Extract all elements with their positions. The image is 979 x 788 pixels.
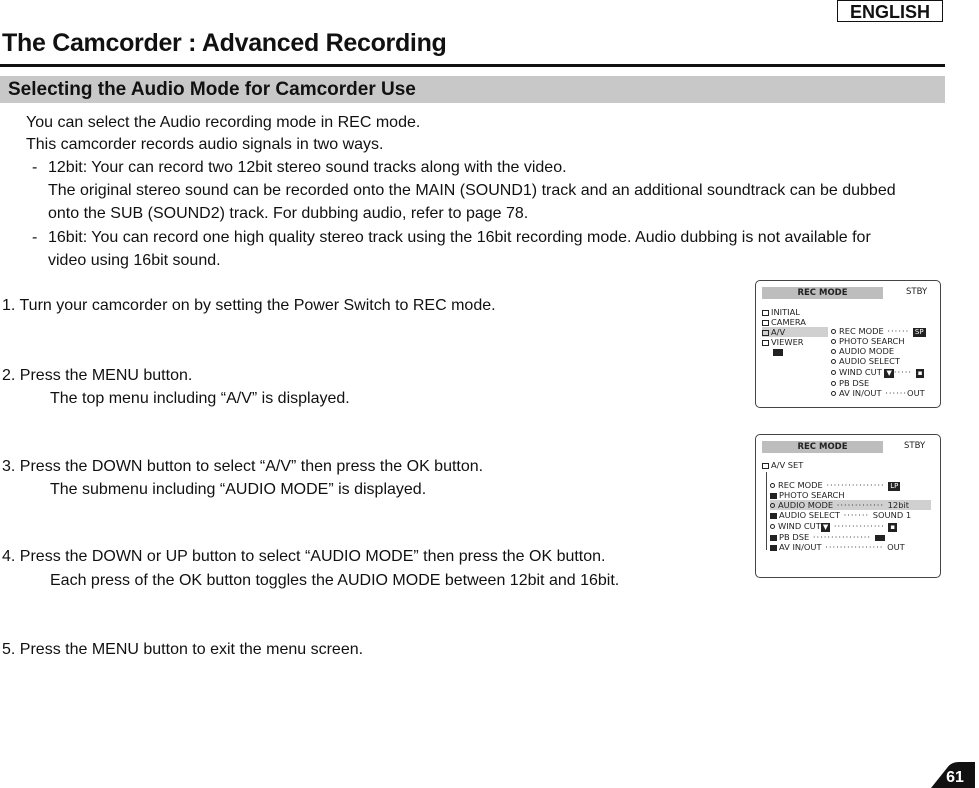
dse-icon bbox=[770, 535, 777, 541]
bullet-icon bbox=[770, 503, 775, 508]
bullet-marker: - bbox=[32, 159, 38, 176]
page-title: The Camcorder : Advanced Recording bbox=[2, 29, 447, 57]
sub-av-inout: AV IN/OUT bbox=[839, 388, 882, 398]
item-audio-mode: AUDIO MODE bbox=[778, 500, 834, 510]
audio-icon bbox=[770, 513, 777, 519]
step-2-sub: The top menu including “A/V” is displayed. bbox=[50, 390, 350, 407]
bullet-icon bbox=[831, 370, 836, 375]
av-inout-value: OUT bbox=[887, 542, 905, 552]
menu-screen-2: REC MODE STBY A/V SET REC MODE ················ LP PHOTO SEARCH AUDIO MODE ············· 12bit AUDIO SELECT ······· SOUND 1 WIND CUT ▼ ·············· ▪ PB DSE ················ AV IN/OUT ················ OUT bbox=[755, 434, 941, 578]
step-3: 3. Press the DOWN button to select “A/V” then press the OK button. bbox=[2, 458, 484, 475]
page-number: 61 bbox=[946, 769, 964, 786]
folder-icon bbox=[762, 320, 769, 326]
title-rule bbox=[0, 64, 945, 67]
bullet-icon bbox=[831, 359, 836, 364]
menu-av: A/V bbox=[771, 327, 786, 337]
bullet-icon bbox=[831, 391, 836, 396]
wind-cut-value: ▪ bbox=[917, 369, 923, 377]
sub-photo-search: PHOTO SEARCH bbox=[839, 336, 905, 346]
intro-line-2: This camcorder records audio signals in two ways. bbox=[26, 136, 384, 153]
step-5: 5. Press the MENU button to exit the menu screen. bbox=[2, 641, 364, 658]
rec-mode-value: SP bbox=[914, 328, 924, 336]
sub-wind-cut: WIND CUT bbox=[839, 367, 882, 377]
step-4: 4. Press the DOWN or UP button to select “AUDIO MODE” then press the OK button. bbox=[2, 548, 606, 565]
sub-audio-select: AUDIO SELECT bbox=[839, 356, 900, 366]
item-av-inout: AV IN/OUT bbox=[779, 542, 822, 552]
wind-icon: ▼ bbox=[822, 523, 829, 531]
language-tab: ENGLISH bbox=[837, 0, 943, 22]
rec-mode-value: LP bbox=[890, 482, 899, 490]
item-pb-dse: PB DSE bbox=[779, 532, 810, 542]
audio-mode-value: 12bit bbox=[887, 500, 910, 510]
bullet-1-line-2: The original stereo sound can be recorded onto the MAIN (SOUND1) track and an additional soundtrack can be dubbed bbox=[48, 182, 896, 199]
screen-1-header: REC MODE bbox=[762, 287, 883, 299]
menu-screen-1: REC MODE STBY INITIAL CAMERA A/V VIEWER REC MODE ······ SP PHOTO SEARCH AUDIO MODE AUDIO SELECT WIND CUT ▼ ····· ▪ PB DSE AV IN/OUT ······OUT bbox=[755, 280, 941, 408]
tape-icon bbox=[773, 349, 783, 356]
bullet-icon bbox=[831, 339, 836, 344]
step-2: 2. Press the MENU button. bbox=[2, 367, 193, 384]
bullet-2-line-1: 16bit: You can record one high quality stereo track using the 16bit recording mode. Audio dubbing is not available for bbox=[48, 229, 871, 246]
submenu-title: A/V SET bbox=[771, 460, 804, 470]
bullet-2-line-2: video using 16bit sound. bbox=[48, 252, 221, 269]
intro-line-1: You can select the Audio recording mode in REC mode. bbox=[26, 114, 421, 131]
step-1: 1. Turn your camcorder on by setting the Power Switch to REC mode. bbox=[2, 297, 496, 314]
audio-select-value: SOUND 1 bbox=[872, 510, 912, 520]
bullet-icon bbox=[770, 524, 775, 529]
item-audio-select: AUDIO SELECT bbox=[779, 510, 840, 520]
item-wind-cut: WIND CUT bbox=[778, 521, 821, 531]
wind-cut-value: ▪ bbox=[890, 523, 896, 531]
page-number-tab bbox=[931, 762, 975, 788]
step-4-sub: Each press of the OK button toggles the AUDIO MODE between 12bit and 16bit. bbox=[50, 572, 620, 589]
sub-rec-mode: REC MODE bbox=[839, 326, 884, 336]
bullet-icon bbox=[831, 381, 836, 386]
menu-initial: INITIAL bbox=[771, 307, 800, 317]
item-rec-mode: REC MODE bbox=[778, 480, 823, 490]
tree-line bbox=[766, 472, 767, 550]
screen-2-status: STBY bbox=[904, 441, 926, 451]
menu-camera: CAMERA bbox=[771, 317, 806, 327]
folder-icon bbox=[762, 340, 769, 346]
wind-icon: ▼ bbox=[886, 369, 892, 377]
folder-icon bbox=[762, 330, 769, 336]
bullet-1-line-3: onto the SUB (SOUND2) track. For dubbing audio, refer to page 78. bbox=[48, 205, 529, 222]
photo-icon bbox=[770, 493, 777, 499]
menu-viewer: VIEWER bbox=[771, 337, 804, 347]
bullet-icon bbox=[831, 349, 836, 354]
step-3-sub: The submenu including “AUDIO MODE” is displayed. bbox=[50, 481, 427, 498]
bullet-1-line-1: 12bit: Your can record two 12bit stereo sound tracks along with the video. bbox=[48, 159, 567, 176]
dse-value-icon bbox=[875, 535, 885, 541]
bullet-icon bbox=[770, 483, 775, 488]
sub-audio-mode: AUDIO MODE bbox=[839, 346, 895, 356]
sub-pb-dse: PB DSE bbox=[839, 378, 870, 388]
bullet-marker: - bbox=[32, 229, 38, 246]
screen-2-header: REC MODE bbox=[762, 441, 883, 453]
bullet-icon bbox=[831, 329, 836, 334]
folder-icon bbox=[762, 463, 769, 469]
section-title: Selecting the Audio Mode for Camcorder Use bbox=[8, 79, 416, 100]
screen-1-status: STBY bbox=[906, 287, 928, 297]
folder-icon bbox=[762, 310, 769, 316]
item-photo-search: PHOTO SEARCH bbox=[779, 490, 845, 500]
section-header bbox=[0, 76, 945, 103]
av-icon bbox=[770, 545, 777, 551]
av-inout-value: OUT bbox=[907, 388, 925, 398]
